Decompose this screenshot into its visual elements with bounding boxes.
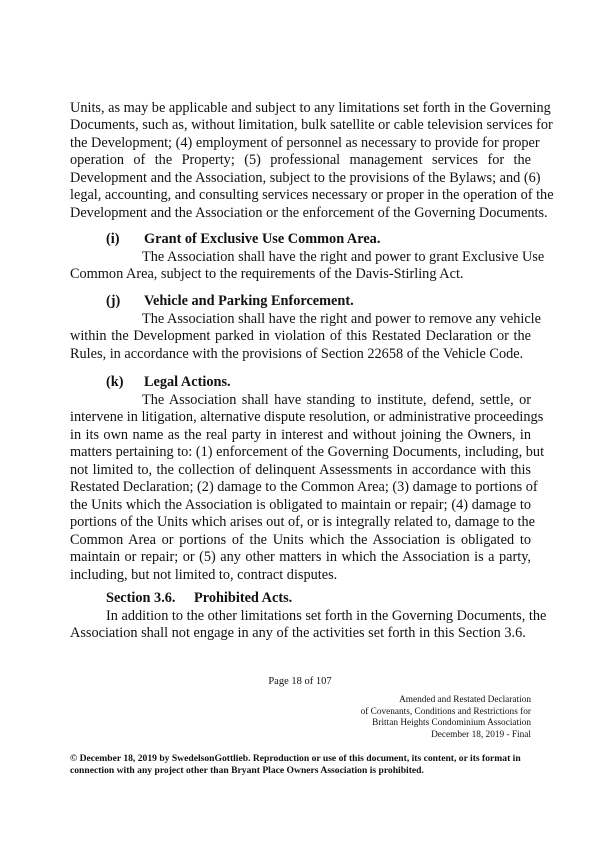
- heading-title: Prohibited Acts.: [194, 590, 293, 606]
- text-line: not limited to, the collection of delinquent Assessments in accordance with this: [70, 461, 531, 478]
- page-number: Page 18 of 107: [268, 676, 332, 687]
- text-line: Development and the Association, subject to the provisions of the Bylaws; and (6): [70, 169, 541, 186]
- text-line: including, but not limited to, contract disputes.: [70, 566, 338, 583]
- text-line: portions of the Units which arises out of, or is integrally related to, damage to the: [70, 514, 535, 531]
- text-line: operation of the Property; (5) professional management services for the: [70, 152, 531, 169]
- heading-i: [106, 231, 380, 248]
- document-footer: [361, 695, 531, 741]
- copyright-line: connection with any project other than Bryant Place Owners Association is prohibited.: [70, 765, 424, 776]
- text-line: The Association shall have the right and power to remove any vehicle: [142, 311, 542, 327]
- heading-number: (i): [106, 231, 120, 247]
- text-line: In addition to the other limitations set forth in the Governing Documents, the: [106, 608, 547, 624]
- section-k-body: [70, 392, 545, 584]
- text-line: legal, accounting, and consulting services necessary or proper in the operation of the: [70, 187, 554, 204]
- section-j-body: [70, 311, 542, 363]
- footer-line: Brittan Heights Condominium Association: [372, 718, 531, 729]
- text-line: Restated Declaration; (2) damage to the Common Area; (3) damage to portions of: [70, 479, 538, 496]
- heading-title: Grant of Exclusive Use Common Area.: [144, 231, 381, 247]
- footer-line: Amended and Restated Declaration: [399, 695, 531, 705]
- heading-j: [106, 293, 354, 310]
- text-line: maintain or repair; or (5) any other matters in which the Association is a party,: [70, 549, 531, 566]
- text-line: Common Area or portions of the Units which the Association is obligated to: [70, 531, 531, 548]
- footer-line: of Covenants, Conditions and Restrictions for: [360, 706, 531, 717]
- text-line: the Units which the Association is obligated to maintain or repair; (4) damage to: [70, 496, 531, 513]
- copyright-line: © December 18, 2019 by SwedelsonGottlieb. Reproduction or use of this document, its content, or its format in: [70, 753, 521, 764]
- text-line: The Association shall have the right and power to grant Exclusive Use: [142, 249, 545, 265]
- heading-title: Legal Actions.: [144, 374, 231, 390]
- heading-title: Vehicle and Parking Enforcement.: [144, 293, 354, 309]
- heading-number: Section 3.6.: [106, 590, 176, 606]
- text-line: Common Area, subject to the requirements of the Davis-Stirling Act.: [70, 266, 464, 283]
- intro-paragraph: [70, 100, 554, 222]
- heading-k: [106, 374, 231, 391]
- section-i-body: [70, 249, 545, 284]
- text-line: Rules, in accordance with the provisions of Section 22658 of the Vehicle Code.: [70, 345, 524, 362]
- text-line: Association shall not engage in any of the activities set forth in this Section 3.6.: [70, 625, 526, 642]
- text-line: Documents, such as, without limitation, bulk satellite or cable television services for: [70, 117, 553, 134]
- footer-line: December 18, 2019 - Final: [431, 729, 531, 740]
- copyright-notice: [70, 753, 532, 777]
- text-line: in its own name as the real party in interest and without joining the Owners, in: [70, 426, 531, 443]
- text-line: Units, as may be applicable and subject to any limitations set forth in the Governing: [70, 100, 551, 116]
- text-line: The Association shall have standing to institute, defend, settle, or: [142, 392, 531, 408]
- text-line: matters pertaining to: (1) enforcement of the Governing Documents, including, but: [70, 444, 545, 461]
- heading-number: (k): [106, 374, 124, 390]
- text-line: within the Development parked in violation of this Restated Declaration or the: [70, 328, 531, 345]
- text-line: Development and the Association or the enforcement of the Governing Documents.: [70, 204, 548, 221]
- heading-number: (j): [106, 293, 121, 309]
- heading-section-3-6: [106, 590, 292, 607]
- text-line: the Development; (4) employment of personnel as necessary to provide for proper: [70, 134, 540, 151]
- section-3-6-body: [70, 608, 547, 643]
- text-line: intervene in litigation, alternative dispute resolution, or administrative proceedings: [70, 409, 544, 426]
